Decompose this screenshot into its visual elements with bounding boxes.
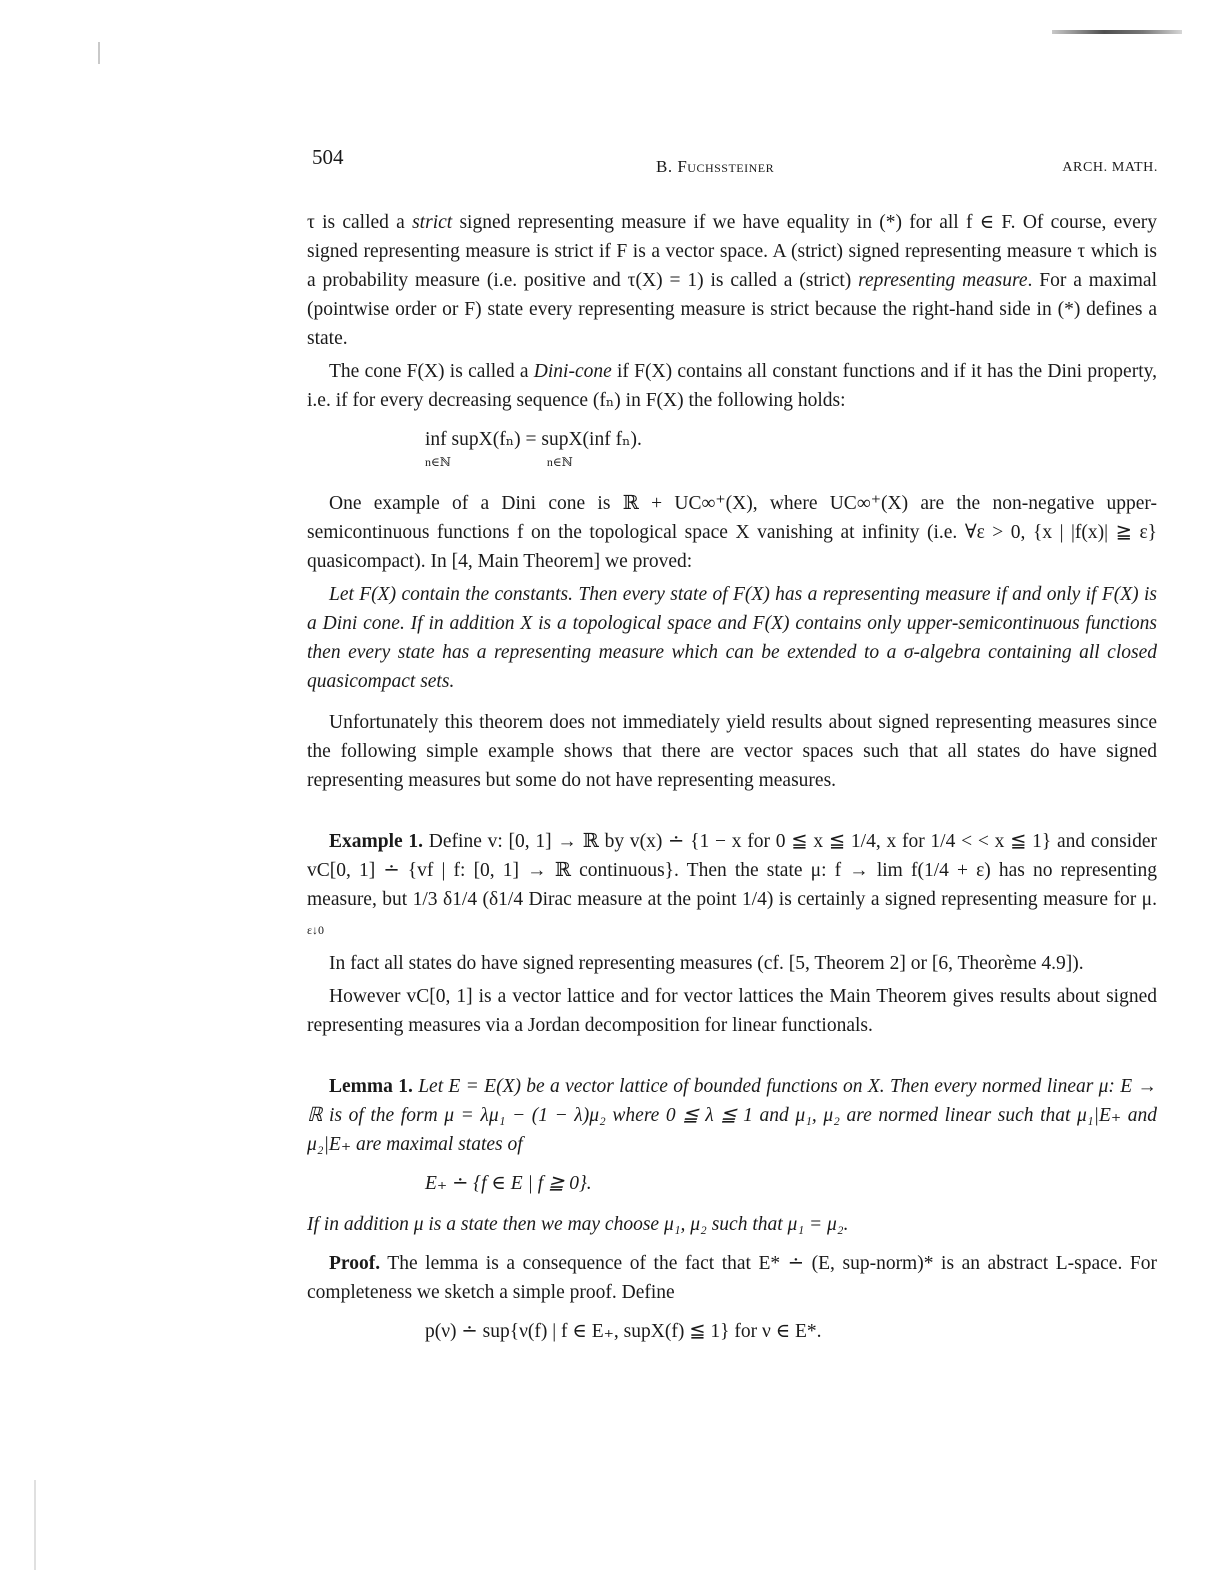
scan-artifact (1052, 30, 1182, 34)
text: τ is called a (307, 212, 413, 233)
scan-artifact (34, 1480, 36, 1570)
paragraph-dini-cone (307, 357, 1157, 415)
example-heading: Example 1. (329, 831, 424, 852)
spacer (307, 1044, 1157, 1072)
text: if F(X) contains all constant functions and if it has the Dini property, i.e. if for every decreasing sequence (fₙ) in F(X) the following holds: (307, 361, 1157, 411)
running-head-journal: ARCH. MATH. (1062, 160, 1158, 175)
proof-heading: Proof. (329, 1253, 381, 1274)
emphasis: strict (412, 212, 453, 233)
paragraph-strict-measure (307, 208, 1157, 353)
formula-positive-cone: E₊ ∸ {f ∈ E | f ≧ 0}. (425, 1173, 592, 1194)
proof (307, 1249, 1157, 1307)
limit-subscript: ε↓0 (307, 923, 325, 937)
paragraph-example-dini: One example of a Dini cone is ℝ + UC∞⁺(X), where UC∞⁺(X) are the non-negative upper-semicontinuous functions f on the topological space X vanishing at infinity (i.e. ∀ε > 0, {x | |f(x)| ≧ ε} quasicompact). In [4, Main Theorem] we proved: (307, 493, 1157, 572)
emphasis: Dini-cone (533, 361, 612, 382)
text: signed representing measure if we have equality in (*) for all f ∈ F. Of course, every signed representing measure is strict if F is a vector space. A (strict) signed representing measure τ which is a probability measure (i.e. positive and τ(X) = 1) is called a (strict) (307, 212, 1157, 291)
running-head-author: B. Fuchssteiner (656, 157, 775, 176)
formula-text: inf supX(fₙ) = supX(inf fₙ). (425, 429, 642, 450)
example-1 (307, 827, 1157, 945)
lemma-1 (307, 1072, 1157, 1159)
formula-p-nu: p(ν) ∸ sup{ν(f) | f ∈ E₊, supX(f) ≦ 1} for ν ∈ E*. (425, 1321, 822, 1342)
lemma-text: Let E = E(X) be a vector lattice of bounded functions on X. Then every normed linear μ: E → ℝ is of the form μ = λμ₁ − (1 − λ)μ₂ where 0 ≦ λ ≦ 1 and μ₁, μ₂ are normed linear such that μ₁|E₊ and μ₂|E₊ are maximal states of (307, 1076, 1157, 1155)
paragraph-however: However vC[0, 1] is a vector lattice and for vector lattices the Main Theorem gives results about signed representing measures via a Jordan decomposition for linear functionals. (307, 986, 1157, 1036)
text: . For a maximal (pointwise order or F) state every representing measure is strict because the right-hand side in (*) defines a state. (307, 270, 1157, 349)
page-header (310, 145, 1158, 185)
scan-artifact (98, 42, 100, 64)
lemma-heading: Lemma 1. (329, 1076, 413, 1097)
theorem-statement: Let F(X) contain the constants. Then every state of F(X) has a representing measure if and only if F(X) is a Dini cone. If in addition X is a topological space and F(X) contains only upper-semicontinuous functions then every state has a representing measure which can be extended to a σ-algebra containing all closed quasicompact sets. (307, 584, 1157, 692)
paragraph-in-fact: In fact all states do have signed representing measures (cf. [5, Theorem 2] or [6, Theorème 4.9]). (329, 953, 1084, 974)
text: The cone F(X) is called a (329, 361, 534, 382)
formula-subscript: n∈ℕ n∈ℕ (425, 455, 573, 469)
lemma-addition: If in addition μ is a state then we may choose μ₁, μ₂ such that μ₁ = μ₂. (307, 1214, 849, 1235)
text: The lemma is a consequence of the fact that E* ∸ (E, sup-norm)* is an abstract L-space. For completeness we sketch a simple proof. Define (307, 1253, 1157, 1303)
emphasis: representing measure (858, 270, 1028, 291)
formula-dini (307, 425, 1157, 477)
page-number: 504 (312, 145, 344, 169)
page-body (307, 208, 1157, 1358)
paragraph-unfortunately: Unfortunately this theorem does not immediately yield results about signed representing measures since the following simple example shows that there are vector spaces such that all states do have signed representing measures but some do not have representing measures. (307, 712, 1157, 791)
spacer (307, 799, 1157, 827)
text: Define v: [0, 1] → ℝ by v(x) ∸ {1 − x for 0 ≦ x ≦ 1/4, x for 1/4 < < x ≦ 1} and consider vC[0, 1] ∸ {vf | f: [0, 1] → ℝ continuous}. Then the state μ: f → lim f(1/4 + ε) has no representing measure, but 1/3 δ1/4 (δ1/4 Dirac measure at the point 1/4) is certainly a signed representing measure for μ. (307, 831, 1157, 910)
